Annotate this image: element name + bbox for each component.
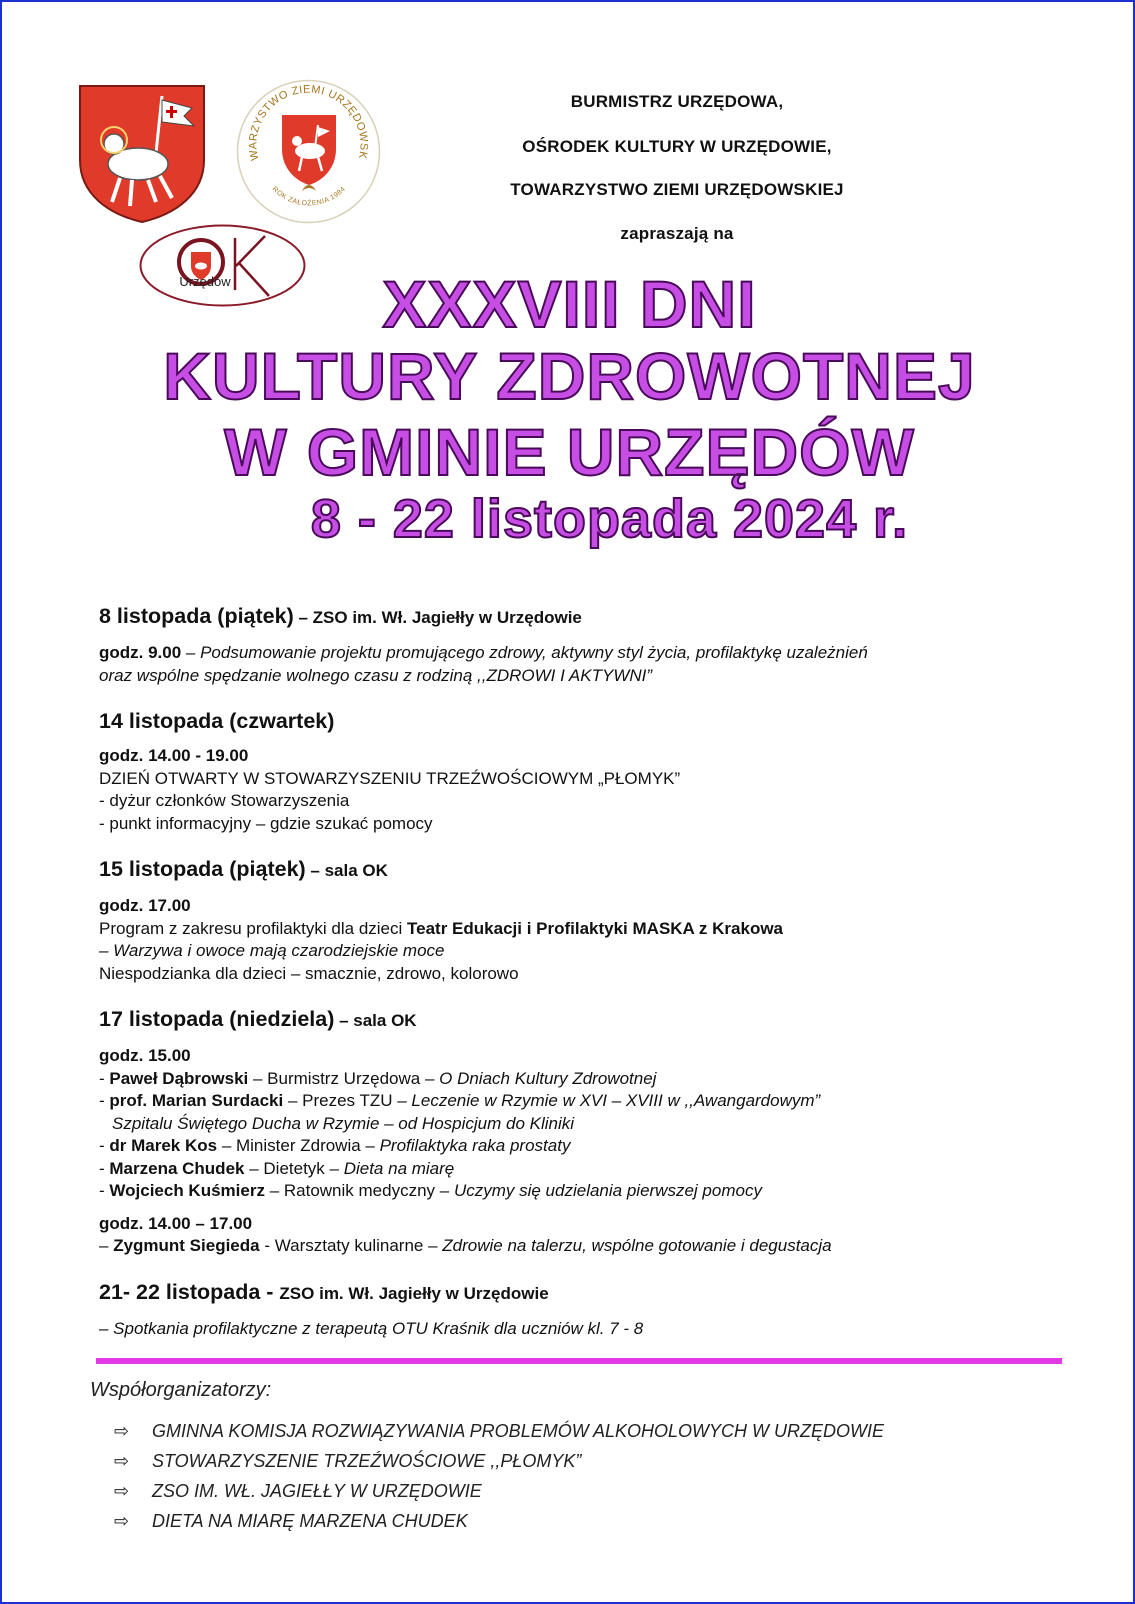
day-date: 21- 22 listopada - xyxy=(99,1279,280,1304)
speaker-name: dr Marek Kos xyxy=(109,1136,218,1155)
event-description: – Podsumowanie projektu promującego zdrowy, aktywny styl życia, profilaktykę uzależnień xyxy=(181,643,868,662)
speaker-name: Zygmunt Siegieda xyxy=(113,1236,260,1255)
day-place: – sala OK xyxy=(334,1011,417,1030)
arrow-right-icon: ⇨ xyxy=(114,1510,130,1531)
program-line: - dyżur członków Stowarzyszenia xyxy=(99,791,350,810)
program-text: Program z zakresu profilaktyki dla dzieci xyxy=(99,918,408,938)
arrow-right-icon: ⇨ xyxy=(114,1450,130,1471)
day-date: 17 listopada (niedziela) xyxy=(99,1007,335,1031)
talk-topic: Zdrowie na talerzu, wspólne gotowanie i degustacja xyxy=(442,1236,832,1255)
day-place: ZSO im. Wł. Jagiełły w Urzędowie xyxy=(279,1283,549,1303)
society-ring-text: WARZYSTWO ZIEMI URZĘDOWSK xyxy=(247,83,370,162)
title-line-2: KULTURY ZDROWOTNEJ xyxy=(163,339,976,413)
coorganizer-name: STOWARZYSZENIE TRZEŹWOŚCIOWE ,,PŁOMYK” xyxy=(152,1450,582,1471)
program-line: – Spotkania profilaktyczne z terapeutą OTU Kraśnik dla uczniów kl. 7 - 8 xyxy=(99,1318,644,1338)
talk-topic: O Dniach Kultury Zdrowotnej xyxy=(439,1068,657,1088)
coorganizers-list xyxy=(114,1416,884,1536)
organizer-line-3: TOWARZYSTWO ZIEMI URZĘDOWSKIEJ xyxy=(510,180,844,199)
day-date: 8 listopada (piątek) xyxy=(99,604,294,628)
speaker-role: – Dietetyk – xyxy=(244,1158,344,1178)
day-heading xyxy=(99,602,1059,632)
speaker-name: prof. Marian Surdacki xyxy=(109,1091,284,1110)
invite-text: zapraszają na xyxy=(620,224,734,243)
day-heading xyxy=(99,1005,1059,1035)
speaker-name: Wojciech Kuśmierz xyxy=(109,1181,265,1200)
coorganizer-item xyxy=(114,1506,884,1536)
speaker-name: Marzena Chudek xyxy=(109,1158,245,1178)
day-heading xyxy=(99,1278,1059,1308)
speaker-name: Paweł Dąbrowski xyxy=(109,1068,249,1088)
day-place: – sala OK xyxy=(305,861,388,880)
organizer-line-2: OŚRODEK KULTURY W URZĘDOWIE, xyxy=(522,137,832,156)
coorganizer-name: ZSO IM. WŁ. JAGIEŁŁY W URZĘDOWIE xyxy=(152,1480,482,1501)
title-dates: 8 - 22 listopada 2024 r. xyxy=(310,489,909,549)
day-place: – ZSO im. Wł. Jagiełły w Urzędowie xyxy=(293,608,582,627)
day-heading xyxy=(99,707,1059,735)
event-description: oraz wspólne spędzanie wolnego czasu z rodziną ,,ZDROWI I AKTYWNI” xyxy=(99,665,653,685)
society-logo xyxy=(236,79,381,224)
talk-topic: Profilaktyka raka prostaty xyxy=(379,1136,571,1155)
coorganizers-label: Współorganizatorzy: xyxy=(90,1379,272,1401)
dash: – xyxy=(99,1236,114,1255)
speaker-role: – Prezes TZU – xyxy=(283,1091,412,1110)
talk-topic: Uczymy się udzielania pierwszej pomocy xyxy=(453,1181,762,1200)
speaker-role: – Burmistrz Urzędowa – xyxy=(248,1068,440,1088)
program-line xyxy=(99,918,1059,941)
talk-line xyxy=(99,1180,1059,1203)
talk-line xyxy=(99,1068,1059,1091)
speaker-role: - Warsztaty kulinarne – xyxy=(259,1236,443,1255)
dash: - xyxy=(99,1181,110,1200)
day-date: 14 listopada (czwartek) xyxy=(99,709,335,733)
day-heading xyxy=(99,855,1059,885)
coorganizer-item xyxy=(114,1476,884,1506)
time-label: godz. 17.00 xyxy=(99,896,191,915)
society-year-text: ROK ZAŁOŻENIA 1984 xyxy=(270,185,348,208)
title-line-1: XXXVIII DNI xyxy=(382,267,757,341)
arrow-right-icon: ⇨ xyxy=(114,1420,130,1441)
talk-line xyxy=(99,1090,1059,1113)
talk-topic-continued: Szpitalu Świętego Ducha w Rzymie – od Hospicjum do Kliniki xyxy=(112,1113,575,1133)
program-line: – Warzywa i owoce mają czarodziejskie moce xyxy=(99,941,445,960)
speaker-role: – Ratownik medyczny – xyxy=(264,1181,454,1200)
dash: - xyxy=(99,1091,110,1110)
speaker-role: – Minister Zdrowia – xyxy=(217,1136,380,1155)
coorganizer-item xyxy=(114,1446,884,1476)
coorganizer-name: GMINNA KOMISJA ROZWIĄZYWANIA PROBLEMÓW ALKOHOLOWYCH W URZĘDOWIE xyxy=(152,1420,885,1441)
talk-line xyxy=(99,1135,1059,1158)
organizer-line-1: BURMISTRZ URZĘDOWA, xyxy=(570,92,784,111)
workshop-line xyxy=(99,1235,1059,1258)
talk-topic: Leczenie w Rzymie w XVI – XVIII w ,,Awangardowym” xyxy=(411,1091,821,1110)
coorganizer-name: DIETA NA MIARĘ MARZENA CHUDEK xyxy=(152,1510,468,1531)
program-line: - punkt informacyjny – gdzie szukać pomocy xyxy=(99,813,433,833)
dash: - xyxy=(99,1068,110,1088)
time-label: godz. 15.00 xyxy=(99,1046,191,1065)
time-label: godz. 9.00 xyxy=(99,643,182,662)
divider-line xyxy=(96,1358,1062,1364)
arrow-right-icon: ⇨ xyxy=(114,1480,130,1501)
theatre-name: Teatr Edukacji i Profilaktyki MASKA z Krakowa xyxy=(407,918,784,938)
talk-line xyxy=(99,1158,1059,1181)
ok-town-text: Urzędów xyxy=(179,274,231,289)
coorganizer-item xyxy=(114,1416,884,1446)
talk-topic: Dieta na miarę xyxy=(343,1158,455,1178)
dash: - xyxy=(99,1158,110,1178)
coat-of-arms-logo xyxy=(76,82,208,224)
day-date: 15 listopada (piątek) xyxy=(99,857,306,881)
program-line: DZIEŃ OTWARTY W STOWARZYSZENIU TRZEŹWOŚCIOWYM „PŁOMYK” xyxy=(99,768,681,788)
title-line-3: W GMINIE URZĘDÓW xyxy=(224,415,915,489)
program-line: Niespodzianka dla dzieci – smacznie, zdrowo, kolorowo xyxy=(99,963,519,983)
time-label: godz. 14.00 – 17.00 xyxy=(99,1213,253,1233)
program-line xyxy=(99,642,1059,665)
program xyxy=(99,602,1059,1340)
time-label: godz. 14.00 - 19.00 xyxy=(99,746,249,765)
dash: - xyxy=(99,1136,110,1155)
